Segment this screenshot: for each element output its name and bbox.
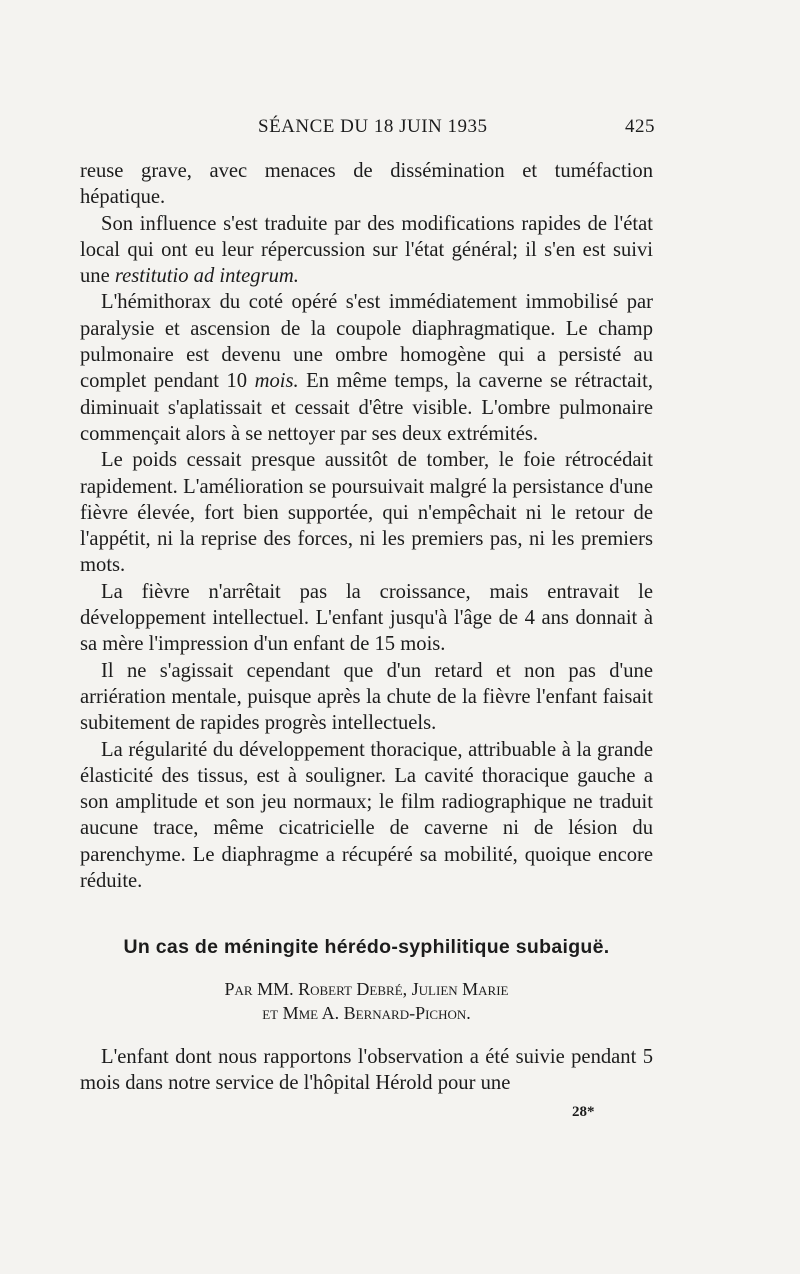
section-body xyxy=(80,1044,653,1097)
paragraph: Il ne s'agissait cependant que d'un retard et non pas d'une arriération mentale, puisque après la chute de la fièvre l'enfant faisait subitement de rapides progrès intellectuels. xyxy=(80,659,653,735)
paragraph: La fièvre n'arrêtait pas la croissance, mais entravait le développement intellectuel. L'enfant jusqu'à l'âge de 4 ans donnait à sa mère l'impression d'un enfant de 15 mois. xyxy=(80,580,653,656)
page-number: 425 xyxy=(625,116,655,137)
header-title: SÉANCE DU 18 JUIN 1935 xyxy=(258,116,488,137)
body-text xyxy=(80,158,653,894)
paragraph-text: L'hémithorax du coté opéré s'est immédiatement immobilisé par paralysie et ascension de la coupole diaphragmatique. Le champ pulmonaire est devenu une ombre homogène qui a persisté au complet pendant 10 xyxy=(80,291,653,393)
signature-mark: 28* xyxy=(572,1104,595,1120)
paragraph xyxy=(80,211,653,290)
authors xyxy=(80,977,653,1025)
latin-phrase: restitutio ad integrum. xyxy=(114,265,299,288)
running-head xyxy=(80,116,655,140)
emphasis: mois. xyxy=(254,370,299,393)
paragraph: La régularité du développement thoracique, attribuable à la grande élasticité des tissus, est à souligner. La cavité thoracique gauche a son amplitude et son jeu normaux; le film radiographique ne traduit aucune trace, même cicatricielle de caverne ni de lésion du parenchyme. Le diaphragme a récupéré sa mobilité, quoique encore réduite. xyxy=(80,738,653,893)
authors-line-1: Par MM. Robert Debré, Julien Marie xyxy=(224,979,509,999)
paragraph xyxy=(80,289,653,447)
section-heading-block xyxy=(80,936,653,1025)
authors-line-2: et Mme A. Bernard-Pichon. xyxy=(262,1003,471,1023)
paragraph: Le poids cessait presque aussitôt de tomber, le foie rétrocédait rapidement. L'amélioration se poursuivait malgré la persistance d'une fièvre élevée, fort bien supportée, qui n'empêchait ni le retour de l'appétit, ni la reprise des forces, ni les premiers pas, ni les premiers mots. xyxy=(80,449,653,577)
section-title: Un cas de méningite hérédo-syphilitique subaiguë. xyxy=(123,936,610,958)
paragraph-text: Son influence s'est traduite par des modifications rapides de l'état local qui ont eu leur répercussion sur l'état général; il s'en est suivi une xyxy=(80,212,653,288)
paragraph: L'enfant dont nous rapportons l'observation a été suivie pendant 5 mois dans notre service de l'hôpital Hérold pour une xyxy=(80,1046,653,1095)
paragraph-text: En même temps, la caverne se rétractait, diminuait s'aplatissait et cessait d'être visible. L'ombre pulmonaire commençait alors à se nettoyer par ses deux extrémités. xyxy=(80,370,653,445)
paragraph: reuse grave, avec menaces de dissémination et tuméfaction hépatique. xyxy=(80,160,653,209)
